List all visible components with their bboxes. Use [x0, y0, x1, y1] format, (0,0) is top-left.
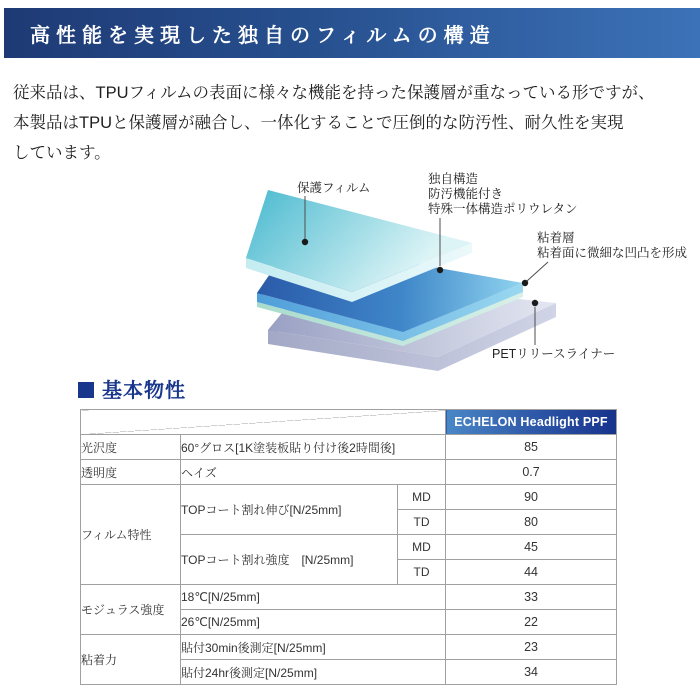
- spec-table: [80, 409, 617, 685]
- value-cell: 44: [446, 560, 617, 585]
- property-cell: 60°グロス[1K塗装板貼り付け後2時間後]: [181, 435, 446, 460]
- direction-cell: TD: [398, 560, 446, 585]
- category-cell: 透明度: [81, 460, 181, 485]
- table-row: [81, 635, 617, 660]
- intro-line: 本製品はTPUと保護層が融合し、一体化することで圧倒的な防汚性、耐久性を実現: [13, 114, 624, 132]
- header-banner: [4, 8, 700, 58]
- value-cell: 22: [446, 610, 617, 635]
- unique-structure-dot: [437, 267, 443, 273]
- value-cell: 80: [446, 510, 617, 535]
- section-title-text: 基本物性: [102, 380, 186, 402]
- property-cell: 貼付30min後測定[N/25mm]: [181, 635, 446, 660]
- table-row: [81, 485, 617, 510]
- unique-structure-label-line1: 独自構造: [428, 172, 479, 186]
- category-cell: 光沢度: [81, 435, 181, 460]
- intro-line: 従来品は、TPUフィルムの表面に様々な機能を持った保護層が重なっている形ですが、: [13, 84, 655, 102]
- pet-liner-dot: [532, 300, 538, 306]
- direction-cell: MD: [398, 535, 446, 560]
- intro-paragraph: [13, 78, 655, 168]
- page-title: 高性能を実現した独自のフィルムの構造: [30, 24, 496, 47]
- adhesive-label-line2: 粘着面に微細な凹凸を形成: [537, 246, 688, 260]
- category-cell: 粘着力: [81, 635, 181, 685]
- table-row: [81, 435, 617, 460]
- value-cell: 85: [446, 435, 617, 460]
- value-cell: 23: [446, 635, 617, 660]
- value-cell: 45: [446, 535, 617, 560]
- value-cell: 34: [446, 660, 617, 685]
- property-cell: 26℃[N/25mm]: [181, 610, 446, 635]
- adhesive-label-line1: 粘着層: [537, 231, 575, 245]
- intro-line: しています。: [13, 144, 111, 162]
- direction-cell: TD: [398, 510, 446, 535]
- table-row: [81, 460, 617, 485]
- unique-structure-label-line2: 防汚機能付き: [428, 187, 504, 201]
- diagonal-header-cell: [81, 410, 446, 435]
- section-title-basic-properties: [78, 374, 186, 403]
- category-cell: フィルム特性: [81, 485, 181, 585]
- film-structure-diagram: [0, 165, 700, 380]
- table-row: [81, 585, 617, 610]
- value-cell: 33: [446, 585, 617, 610]
- spec-table-wrapper: [80, 409, 617, 685]
- pet-liner-label: PETリリースライナー: [492, 347, 616, 361]
- adhesive-dot: [522, 280, 528, 286]
- product-header-cell: ECHELON Headlight PPF: [446, 410, 617, 435]
- section-square-icon: [78, 382, 94, 398]
- direction-cell: MD: [398, 485, 446, 510]
- property-cell: TOPコート割れ伸び[N/25mm]: [181, 485, 398, 535]
- unique-structure-label-line3: 特殊一体構造ポリウレタン: [428, 202, 578, 216]
- protective-film-label: 保護フィルム: [297, 181, 371, 195]
- table-header-row: [81, 410, 617, 435]
- category-cell: モジュラス強度: [81, 585, 181, 635]
- property-cell: TOPコート割れ強度 [N/25mm]: [181, 535, 398, 585]
- value-cell: 90: [446, 485, 617, 510]
- adhesive-leader-line: [527, 262, 548, 281]
- property-cell: 18℃[N/25mm]: [181, 585, 446, 610]
- value-cell: 0.7: [446, 460, 617, 485]
- film-layers-illustration: [0, 165, 700, 380]
- property-cell: ヘイズ: [181, 460, 446, 485]
- property-cell: 貼付24hr後測定[N/25mm]: [181, 660, 446, 685]
- protective-film-dot: [302, 239, 308, 245]
